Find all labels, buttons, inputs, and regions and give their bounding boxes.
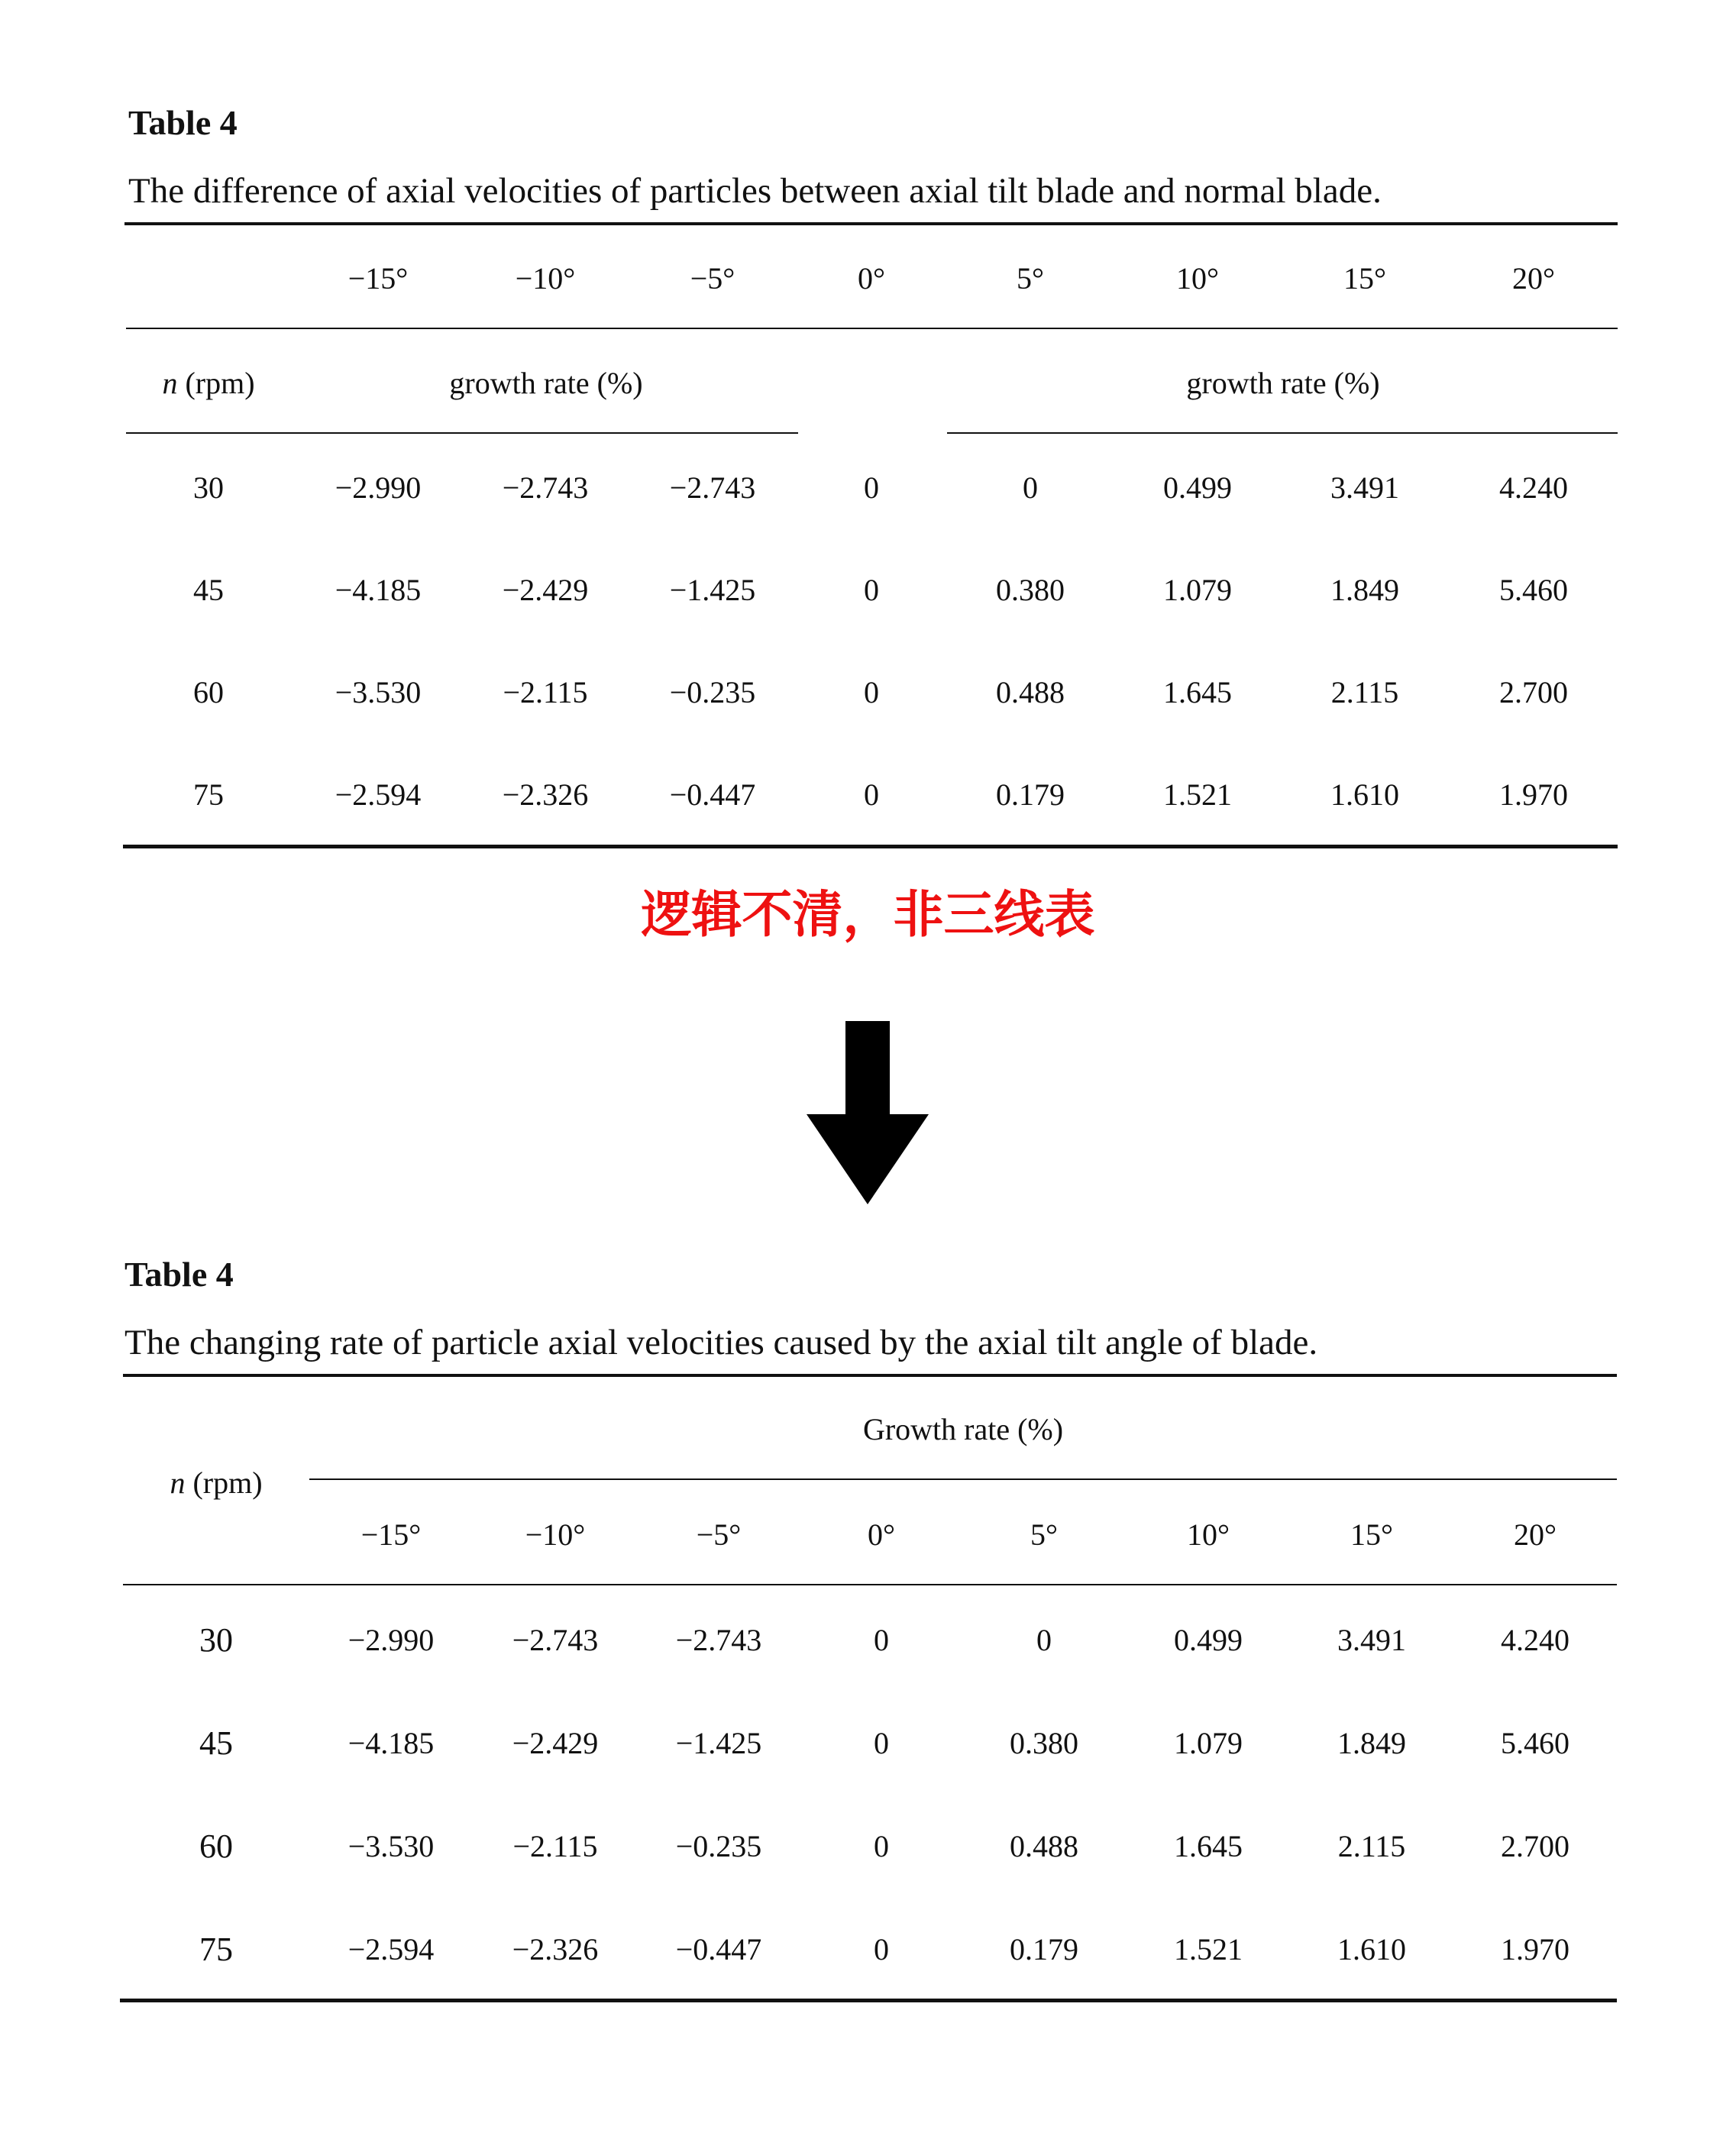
row-n: 60	[199, 1827, 233, 1865]
header-angle: 15°	[1350, 1517, 1393, 1552]
table-cell: 0	[864, 675, 879, 709]
row-n: 60	[193, 675, 224, 709]
table-cell: 0	[864, 573, 879, 607]
table-caption: The difference of axial velocities of particles between axial tilt blade and normal blade.	[128, 171, 1382, 211]
table-cell: 0.499	[1174, 1623, 1243, 1657]
table-cell: −2.594	[335, 777, 422, 812]
table-cell: 1.849	[1330, 573, 1399, 607]
table-cell: 0	[1036, 1623, 1052, 1657]
table-cell: 2.700	[1499, 675, 1568, 709]
table-cell: 1.849	[1337, 1726, 1406, 1760]
top-rule	[123, 1374, 1617, 1377]
header-angle: 5°	[1017, 261, 1044, 296]
table-cell: 1.079	[1174, 1726, 1243, 1760]
table-cell: 1.610	[1330, 777, 1399, 812]
group-header-right: growth rate (%)	[1186, 366, 1380, 400]
table-cell: 0	[874, 1932, 889, 1966]
table-cell: 0.380	[996, 573, 1065, 607]
header-angle: −10°	[515, 261, 576, 296]
table-cell: 1.970	[1499, 777, 1568, 812]
table-cell: −2.594	[348, 1932, 435, 1966]
row-n: 30	[193, 470, 224, 505]
header-rule	[123, 1584, 1617, 1585]
header-angle: 20°	[1514, 1517, 1557, 1552]
header-angle: 20°	[1512, 261, 1555, 296]
table-cell: 1.645	[1163, 675, 1232, 709]
arrow-shaft	[845, 1021, 890, 1117]
bottom-rule	[123, 845, 1618, 848]
table-cell: 0	[1023, 470, 1038, 505]
table-cell: 0.380	[1010, 1726, 1078, 1760]
table-cell: −2.429	[502, 573, 589, 607]
group-header-left: growth rate (%)	[449, 366, 643, 400]
header-angle: −5°	[690, 261, 735, 296]
table-cell: 0	[874, 1623, 889, 1657]
row-header: n (rpm)	[162, 366, 255, 400]
header-angle: −15°	[348, 261, 409, 296]
table-cell: 0.179	[996, 777, 1065, 812]
table-label: Table 4	[128, 103, 238, 142]
table-cell: −2.326	[502, 777, 589, 812]
table-cell: 4.240	[1501, 1623, 1570, 1657]
header-angle: 0°	[868, 1517, 895, 1552]
header-angle: 10°	[1176, 261, 1219, 296]
top-rule	[124, 222, 1618, 225]
table-cell: 0	[864, 777, 879, 812]
header-angle: −15°	[360, 1517, 422, 1552]
table-cell: −2.326	[512, 1932, 599, 1966]
table-cell: −0.447	[669, 777, 756, 812]
table-cell: 4.240	[1499, 470, 1568, 505]
row-header: n (rpm)	[170, 1466, 263, 1500]
row-n: 75	[193, 777, 224, 812]
group-rule-left	[126, 432, 798, 434]
header-angle: −10°	[525, 1517, 586, 1552]
table-cell: 0.488	[1010, 1829, 1078, 1863]
row-n: 75	[199, 1931, 233, 1968]
annotation-note: 逻辑不清，非三线表	[641, 885, 1095, 944]
header-angle: 0°	[858, 261, 885, 296]
header-angle: −5°	[696, 1517, 742, 1552]
row-n: 30	[199, 1621, 233, 1659]
table-cell: 1.521	[1163, 777, 1232, 812]
table-cell: −3.530	[335, 675, 422, 709]
table-cell: 5.460	[1501, 1726, 1570, 1760]
row-n: 45	[193, 573, 224, 607]
table-cell: 5.460	[1499, 573, 1568, 607]
arrow-head	[807, 1114, 929, 1204]
table-cell: −1.425	[675, 1726, 762, 1760]
table-cell: 2.700	[1501, 1829, 1570, 1863]
table-cell: 0.488	[996, 675, 1065, 709]
table-cell: 2.115	[1330, 675, 1399, 709]
table-cell: 0.499	[1163, 470, 1232, 505]
table-cell: −2.429	[512, 1726, 599, 1760]
table-cell: 3.491	[1337, 1623, 1406, 1657]
table-cell: −2.990	[335, 470, 422, 505]
bottom-rule	[120, 1999, 1617, 2002]
group-rule	[309, 1478, 1617, 1480]
table-cell: −2.990	[348, 1623, 435, 1657]
header-angle: 10°	[1187, 1517, 1230, 1552]
table-cell: 0	[874, 1726, 889, 1760]
table-cell: 0.179	[1010, 1932, 1078, 1966]
table-cell: −0.235	[669, 675, 756, 709]
table-cell: −2.115	[512, 1829, 598, 1863]
table-cell: 1.970	[1501, 1932, 1570, 1966]
table-cell: 1.645	[1174, 1829, 1243, 1863]
table-cell: −2.743	[675, 1623, 762, 1657]
table-cell: −0.447	[675, 1932, 762, 1966]
table-cell: 1.610	[1337, 1932, 1406, 1966]
table-cell: 2.115	[1337, 1829, 1406, 1863]
table-cell: −2.743	[512, 1623, 599, 1657]
table-cell: −2.743	[502, 470, 589, 505]
table-cell: −3.530	[348, 1829, 435, 1863]
table-cell: −0.235	[675, 1829, 762, 1863]
table-cell: 3.491	[1330, 470, 1399, 505]
table-caption: The changing rate of particle axial velocities caused by the axial tilt angle of blade.	[124, 1323, 1318, 1362]
table-cell: −1.425	[669, 573, 756, 607]
header-rule	[126, 328, 1618, 329]
table-cell: −4.185	[335, 573, 422, 607]
table-cell: 1.079	[1163, 573, 1232, 607]
table-cell: 0	[864, 470, 879, 505]
header-angle: 5°	[1030, 1517, 1058, 1552]
group-rule-right	[947, 432, 1618, 434]
table-label: Table 4	[124, 1255, 234, 1294]
row-n: 45	[199, 1724, 233, 1762]
table-cell: −2.743	[669, 470, 756, 505]
header-angle: 15°	[1343, 261, 1386, 296]
table-cell: −4.185	[348, 1726, 435, 1760]
table-cell: 0	[874, 1829, 889, 1863]
group-header: Growth rate (%)	[862, 1412, 1064, 1446]
table-cell: −2.115	[503, 675, 588, 709]
table-cell: 1.521	[1174, 1932, 1243, 1966]
